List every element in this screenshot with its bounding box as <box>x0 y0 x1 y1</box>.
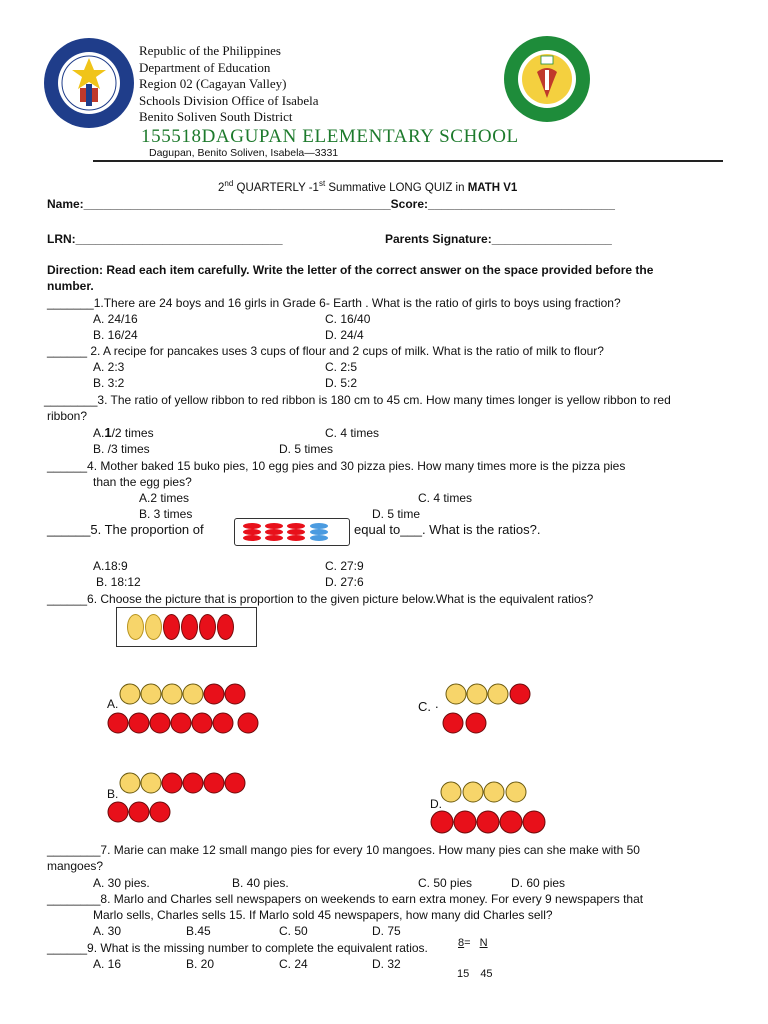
q6-option-d-picture <box>428 781 548 835</box>
lrn-line: LRN:_______________________________ <box>47 232 283 246</box>
q4-choice-c: C. 4 times <box>418 491 473 505</box>
q6-option-a-label: A. <box>107 697 119 711</box>
q7-choice-d: D. 60 pies <box>511 876 566 890</box>
question-8-cont: Marlo sells, Charles sells 15. If Marlo sold 45 newspapers, how many did Charles sell? <box>93 908 553 922</box>
q8-choice-c: C. 50 <box>279 924 308 938</box>
q8-choice-a: A. 30 <box>93 924 122 938</box>
q5-choice-c: C. 27:9 <box>325 559 364 573</box>
question-7: ________7. Marie can make 12 small mango pies for every 10 mangoes. How many pies can she make with 50 <box>47 843 640 857</box>
header-division: Schools Division Office of Isabela <box>139 92 319 108</box>
q7-choice-b: B. 40 pies. <box>232 876 289 890</box>
q5-choice-d: D. 27:6 <box>325 575 364 589</box>
question-7-cont: mangoes? <box>47 859 104 873</box>
q1-choice-a: A. 24/16 <box>93 312 138 326</box>
question-5-cont: equal to___. What is the ratios?. <box>354 522 541 537</box>
q2-choice-b: B. 3:2 <box>93 376 125 390</box>
q5-ovals-picture <box>235 519 349 545</box>
schools-division-seal-logo <box>502 34 592 124</box>
school-name: 155518DAGUPAN ELEMENTARY SCHOOL <box>141 126 519 147</box>
direction-text: Direction: Read each item carefully. Write the letter of the correct answer on the space provided before the <box>47 263 654 277</box>
q9-fraction-numerators: 8= N <box>458 937 488 949</box>
question-5: ______5. The proportion of <box>47 522 204 537</box>
parents-signature-line: Parents Signature:__________________ <box>385 232 612 246</box>
q6-option-b-label: B. <box>107 787 119 801</box>
q8-choice-b: B.45 <box>186 924 211 938</box>
q3-choice-a: A.1/2 times <box>93 425 154 440</box>
q4-choice-b: B. 3 times <box>139 507 193 521</box>
q1-choice-c: C. 16/40 <box>325 312 371 326</box>
q6-option-c-label: C. · <box>418 699 439 714</box>
school-address: Dagupan, Benito Soliven, Isabela—3331 <box>149 147 339 159</box>
q2-choice-c: C. 2:5 <box>325 360 358 374</box>
question-9: ______9. What is the missing number to complete the equivalent ratios. <box>47 941 428 955</box>
q3-choice-d: D. 5 times <box>279 442 334 456</box>
q3-choice-c: C. 4 times <box>325 426 380 440</box>
q5-picture-box <box>234 518 350 546</box>
q7-choice-c: C. 50 pies <box>418 876 473 890</box>
q9-choice-b: B. 20 <box>186 957 215 971</box>
question-1: _______1.There are 24 boys and 16 girls in Grade 6- Earth . What is the ratio of girls to boys using fraction? <box>47 296 621 310</box>
q1-choice-d: D. 24/4 <box>325 328 364 342</box>
q6-option-a-picture <box>106 683 266 735</box>
q9-choice-d: D. 32 <box>372 957 401 971</box>
q3-choice-b: B. /3 times <box>93 442 150 456</box>
q6-option-b-picture <box>106 771 266 825</box>
q6-given-picture <box>116 607 257 647</box>
direction-text-2: number. <box>47 279 94 293</box>
q8-choice-d: D. 75 <box>372 924 401 938</box>
q1-choice-b: B. 16/24 <box>93 328 138 342</box>
q6-option-d-label: D. <box>430 797 442 811</box>
quiz-title: 2nd QUARTERLY -1st Summative LONG QUIZ in MATH V1 <box>218 179 518 194</box>
q5-choice-a: A.18:9 <box>93 559 128 573</box>
question-2: ______ 2. A recipe for pancakes uses 3 cups of flour and 2 cups of milk. What is the ratio of milk to flour? <box>47 344 604 358</box>
q2-choice-a: A. 2:3 <box>93 360 125 374</box>
deped-seal-logo <box>42 36 136 130</box>
name-score-line: Name:______________________________________________Score:____________________________ <box>47 197 615 211</box>
header-republic: Republic of the Philippines <box>139 43 281 58</box>
header-district: Benito Soliven South District <box>139 109 293 124</box>
question-3-cont: ribbon? <box>47 409 88 423</box>
question-6: ______6. Choose the picture that is proportion to the given picture below.What is the equivalent ratios? <box>47 592 594 606</box>
q5-choice-b: B. 18:12 <box>96 575 141 589</box>
header-region: Region 02 (Cagayan Valley) <box>139 76 287 91</box>
q6-option-c-picture <box>440 683 540 735</box>
q9-choice-c: C. 24 <box>279 957 308 971</box>
q9-fraction-denominators: 15 45 <box>457 968 493 980</box>
q2-choice-d: D. 5:2 <box>325 376 358 390</box>
q4-choice-d: D. 5 time <box>372 507 421 521</box>
question-8: ________8. Marlo and Charles sell newspapers on weekends to earn extra money. For every 9 newspapers that <box>47 892 644 906</box>
q9-choice-a: A. 16 <box>93 957 122 971</box>
q4-choice-a: A.2 times <box>139 491 190 505</box>
question-3: ________3. The ratio of yellow ribbon to red ribbon is 180 cm to 45 cm. How many times longer is yellow ribbon to red <box>44 393 671 407</box>
q7-choice-a: A. 30 pies. <box>93 876 150 890</box>
header-department: Department of Education <box>139 59 271 75</box>
question-4-cont: than the egg pies? <box>93 475 192 489</box>
question-4: ______4. Mother baked 15 buko pies, 10 egg pies and 30 pizza pies. How many times more is the pizza pies <box>47 459 626 473</box>
